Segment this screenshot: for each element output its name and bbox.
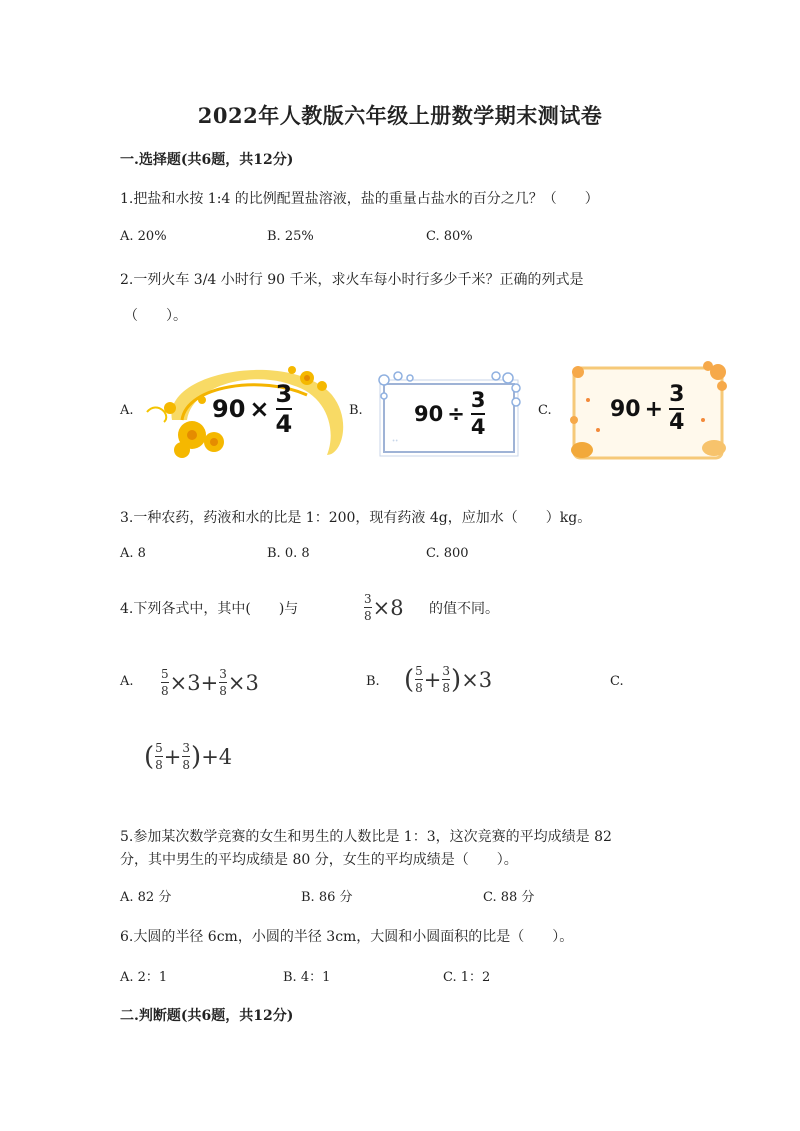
question-5-line-1: 5.参加某次数学竞赛的女生和男生的人数比是 1：3，这次竞赛的平均成绩是 82 xyxy=(120,829,612,845)
right-paren: ) xyxy=(451,664,462,695)
q2-a-fraction xyxy=(276,382,293,436)
q4-option-b-expression xyxy=(404,664,492,695)
numerator: 3 xyxy=(182,741,191,755)
svg-text:ꞏꞏ: ꞏꞏ xyxy=(392,436,399,447)
q2-option-c-card xyxy=(568,360,728,464)
question-5-line-2: 分，其中男生的平均成绩是 80 分，女生的平均成绩是（ ）。 xyxy=(120,852,518,868)
denominator: 8 xyxy=(182,758,191,772)
plus-sign: + xyxy=(163,744,182,769)
fraction-bar xyxy=(182,756,190,757)
q6-option-c: C. 1：2 xyxy=(443,970,491,985)
fraction xyxy=(161,667,169,698)
q2-c-number: 90 xyxy=(610,396,641,422)
fraction-bar xyxy=(155,756,163,757)
numerator: 3 xyxy=(219,667,227,681)
q6-option-b: B. 4：1 xyxy=(283,970,331,985)
denominator: 8 xyxy=(415,681,423,695)
question-4-prefix: 4.下列各式中，其中( )与 xyxy=(120,601,299,617)
fraction-bar xyxy=(364,607,372,608)
denominator: 8 xyxy=(364,609,372,623)
section-heading-judgment: 二.判断题(共6题，共12分) xyxy=(120,1008,294,1024)
section-heading-choice: 一.选择题(共6题，共12分) xyxy=(120,152,294,168)
q2-c-fraction xyxy=(669,384,684,434)
q1-option-a: A. 20% xyxy=(120,229,167,244)
fraction-bar xyxy=(219,682,227,683)
q2-c-denominator: 4 xyxy=(669,410,685,435)
q5-option-c: C. 88 分 xyxy=(483,890,535,905)
q1-option-c: C. 80% xyxy=(426,229,473,244)
left-paren: ( xyxy=(404,664,415,695)
fraction-bar xyxy=(415,679,423,680)
fraction xyxy=(219,667,227,698)
fraction-bar xyxy=(442,679,450,680)
q4-label-c: C. xyxy=(610,674,624,689)
q2-b-numerator: 3 xyxy=(470,388,486,412)
operator-text: ×3+ xyxy=(169,670,219,695)
q2-a-number: 90 xyxy=(212,395,246,423)
fraction xyxy=(155,741,163,772)
plus-sign: + xyxy=(423,667,442,692)
q2-label-c: C. xyxy=(538,403,552,418)
numerator: 3 xyxy=(364,592,372,606)
question-3: 3.一种农药，药液和水的比是 1：200，现有药液 4g，应加水（ ）kg。 xyxy=(120,510,592,526)
numerator: 5 xyxy=(415,664,423,678)
q2-b-number: 90 xyxy=(414,402,444,426)
q6-option-a: A. 2：1 xyxy=(120,970,168,985)
q2-a-operator: × xyxy=(249,395,270,423)
q2-a-numerator: 3 xyxy=(275,380,293,408)
q2-a-denominator: 4 xyxy=(275,410,293,438)
q2-b-operator: ÷ xyxy=(447,402,465,426)
question-2-line-2: （ ）。 xyxy=(124,308,187,324)
q2-option-b-card xyxy=(376,370,522,458)
denominator: 8 xyxy=(155,758,163,772)
numerator: 3 xyxy=(442,664,451,678)
q4-expr-tail: ×8 xyxy=(372,595,404,620)
q2-b-denominator: 4 xyxy=(470,415,486,439)
question-2-line-1: 2.一列火车 3/4 小时行 90 千米，求火车每小时行多少千米？正确的列式是 xyxy=(120,272,584,288)
operator-text: +4 xyxy=(201,744,233,769)
fraction xyxy=(415,664,423,695)
q3-option-b: B. 0. 8 xyxy=(267,546,310,561)
q4-option-c-expression xyxy=(144,741,232,772)
fraction xyxy=(182,741,190,772)
question-1: 1.把盐和水按 1:4 的比例配置盐溶液，盐的重量占盐水的百分之几？（ ） xyxy=(120,191,599,207)
q2-label-a: A. xyxy=(120,403,134,418)
q2-label-b: B. xyxy=(349,403,363,418)
q2-c-operator: + xyxy=(644,396,664,422)
q1-option-b: B. 25% xyxy=(267,229,314,244)
q4-reference-expression xyxy=(363,592,404,623)
fraction xyxy=(442,664,450,695)
q5-option-a: A. 82 分 xyxy=(120,890,172,905)
q5-option-b: B. 86 分 xyxy=(301,890,353,905)
question-4-suffix: 的值不同。 xyxy=(429,601,499,617)
fraction-bar xyxy=(161,682,169,683)
q3-option-c: C. 800 xyxy=(426,546,469,561)
operator-text: ×3 xyxy=(461,667,493,692)
q4-label-a: A. xyxy=(120,674,134,689)
q2-b-fraction xyxy=(471,390,486,438)
q4-option-a-expression xyxy=(160,667,259,698)
question-6: 6.大圆的半径 6cm，小圆的半径 3cm，大圆和小圆面积的比是（ ）。 xyxy=(120,929,574,945)
q4-expr-fraction xyxy=(364,592,372,623)
numerator: 5 xyxy=(161,667,169,681)
operator-text: ×3 xyxy=(227,670,259,695)
left-paren: ( xyxy=(144,741,155,772)
denominator: 8 xyxy=(161,684,169,698)
numerator: 5 xyxy=(155,741,163,755)
q4-label-b: B. xyxy=(366,674,380,689)
right-paren: ) xyxy=(191,741,202,772)
q2-option-a-card xyxy=(142,360,344,460)
denominator: 8 xyxy=(219,684,227,698)
q2-c-numerator: 3 xyxy=(669,382,685,407)
page-title: 2022年人教版六年级上册数学期末测试卷 xyxy=(197,103,603,128)
q3-option-a: A. 8 xyxy=(120,546,146,561)
denominator: 8 xyxy=(442,681,451,695)
